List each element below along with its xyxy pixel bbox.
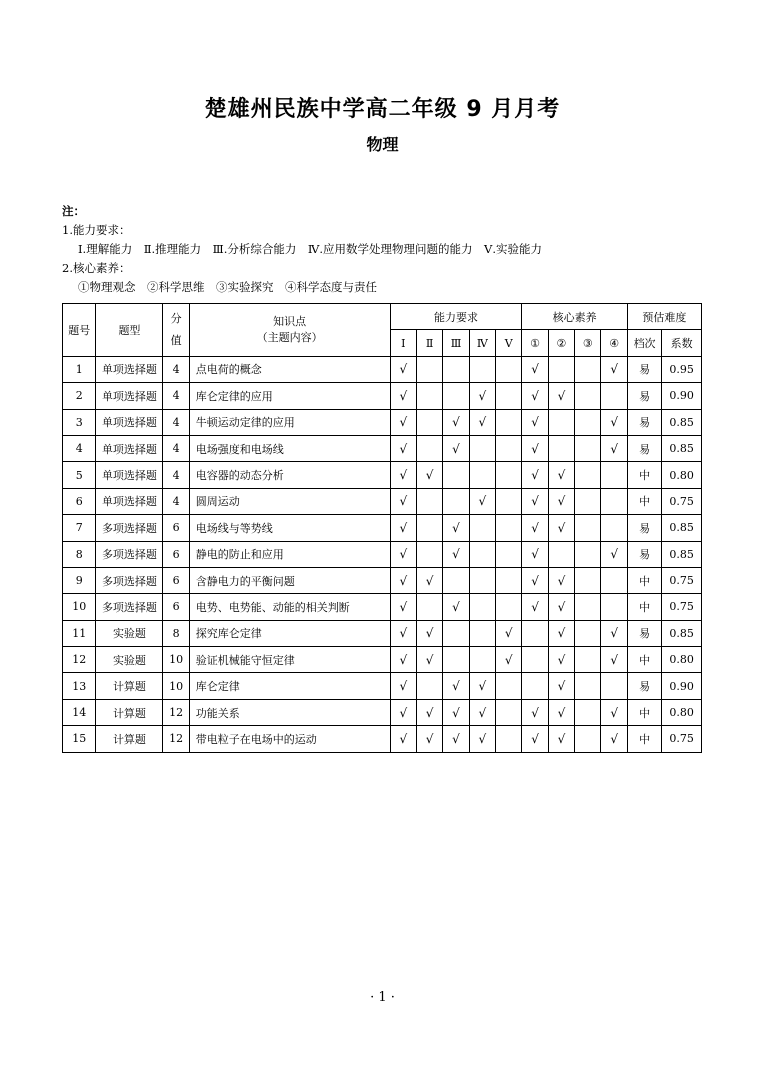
- cell-literacy-4: [601, 488, 627, 514]
- cell-topic: 电场强度和电场线: [189, 435, 390, 461]
- cell-ability-1: √: [390, 726, 416, 752]
- cell-literacy-1: √: [522, 515, 548, 541]
- table-body: [63, 356, 702, 752]
- table-row: [63, 488, 702, 514]
- cell-ability-5: √: [496, 647, 522, 673]
- cell-level: 易: [627, 435, 661, 461]
- header-knowledge: [189, 304, 390, 357]
- header-literacy-1: ①: [522, 330, 548, 356]
- header-type: 题型: [96, 304, 163, 357]
- cell-literacy-1: [522, 620, 548, 646]
- header-ability-5: Ⅴ: [496, 330, 522, 356]
- cell-literacy-2: [548, 435, 574, 461]
- cell-literacy-1: √: [522, 699, 548, 725]
- cell-level: 中: [627, 594, 661, 620]
- cell-type: 多项选择题: [96, 567, 163, 593]
- cell-ability-1: √: [390, 462, 416, 488]
- cell-topic: 探究库仑定律: [189, 620, 390, 646]
- cell-ability-3: √: [443, 673, 469, 699]
- cell-coef: 0.85: [662, 435, 702, 461]
- cell-type: 多项选择题: [96, 515, 163, 541]
- cell-ability-1: √: [390, 594, 416, 620]
- cell-literacy-1: √: [522, 594, 548, 620]
- cell-score: 10: [163, 673, 189, 699]
- cell-number: 7: [63, 515, 96, 541]
- cell-type: 实验题: [96, 620, 163, 646]
- header-literacy-2: ②: [548, 330, 574, 356]
- cell-ability-1: √: [390, 488, 416, 514]
- cell-ability-2: √: [416, 567, 442, 593]
- cell-ability-5: [496, 726, 522, 752]
- cell-coef: 0.75: [662, 594, 702, 620]
- cell-score: 6: [163, 594, 189, 620]
- cell-ability-1: √: [390, 567, 416, 593]
- cell-ability-2: √: [416, 620, 442, 646]
- cell-literacy-2: √: [548, 515, 574, 541]
- cell-ability-5: [496, 541, 522, 567]
- header-difficulty: 预估难度: [627, 304, 701, 330]
- cell-ability-2: [416, 673, 442, 699]
- cell-score: 12: [163, 726, 189, 752]
- cell-ability-4: [469, 620, 495, 646]
- cell-type: 计算题: [96, 699, 163, 725]
- header-number: 题号: [63, 304, 96, 357]
- cell-literacy-4: [601, 673, 627, 699]
- cell-literacy-1: [522, 647, 548, 673]
- notes-section: [62, 202, 542, 297]
- cell-level: 易: [627, 620, 661, 646]
- cell-topic: 电容器的动态分析: [189, 462, 390, 488]
- cell-ability-4: √: [469, 488, 495, 514]
- cell-score: 6: [163, 567, 189, 593]
- table-row: [63, 462, 702, 488]
- header-ability-1: Ⅰ: [390, 330, 416, 356]
- cell-literacy-3: [575, 647, 601, 673]
- cell-literacy-1: √: [522, 567, 548, 593]
- cell-ability-3: √: [443, 594, 469, 620]
- cell-literacy-2: [548, 541, 574, 567]
- cell-type: 多项选择题: [96, 541, 163, 567]
- cell-literacy-4: √: [601, 726, 627, 752]
- header-ability: 能力要求: [390, 304, 522, 330]
- cell-level: 中: [627, 488, 661, 514]
- cell-topic: 含静电力的平衡问题: [189, 567, 390, 593]
- cell-literacy-2: √: [548, 620, 574, 646]
- cell-level: 易: [627, 541, 661, 567]
- cell-ability-3: [443, 647, 469, 673]
- cell-topic: 电场线与等势线: [189, 515, 390, 541]
- cell-literacy-2: √: [548, 726, 574, 752]
- cell-coef: 0.75: [662, 726, 702, 752]
- cell-coef: 0.85: [662, 409, 702, 435]
- table-row: [63, 515, 702, 541]
- cell-number: 5: [63, 462, 96, 488]
- cell-ability-2: [416, 594, 442, 620]
- cell-coef: 0.80: [662, 699, 702, 725]
- cell-ability-5: [496, 409, 522, 435]
- header-literacy-4: ④: [601, 330, 627, 356]
- cell-literacy-3: [575, 541, 601, 567]
- header-ability-4: Ⅳ: [469, 330, 495, 356]
- literacy-heading: 2.核心素养：: [62, 261, 131, 275]
- cell-level: 易: [627, 673, 661, 699]
- cell-ability-2: [416, 383, 442, 409]
- cell-ability-2: √: [416, 726, 442, 752]
- cell-ability-1: √: [390, 435, 416, 461]
- cell-level: 中: [627, 699, 661, 725]
- cell-literacy-2: [548, 356, 574, 382]
- cell-ability-1: √: [390, 409, 416, 435]
- cell-literacy-2: √: [548, 699, 574, 725]
- cell-number: 15: [63, 726, 96, 752]
- table-row: [63, 594, 702, 620]
- cell-ability-3: [443, 488, 469, 514]
- cell-coef: 0.90: [662, 383, 702, 409]
- cell-ability-5: [496, 594, 522, 620]
- table-row: [63, 541, 702, 567]
- cell-ability-5: [496, 699, 522, 725]
- cell-literacy-1: √: [522, 383, 548, 409]
- cell-literacy-3: [575, 620, 601, 646]
- cell-ability-5: [496, 673, 522, 699]
- cell-ability-2: [416, 356, 442, 382]
- cell-literacy-1: √: [522, 488, 548, 514]
- cell-ability-4: [469, 647, 495, 673]
- cell-literacy-3: [575, 726, 601, 752]
- cell-score: 4: [163, 462, 189, 488]
- cell-literacy-3: [575, 673, 601, 699]
- page-title: 楚雄州民族中学高二年级 9 月月考: [204, 97, 561, 122]
- cell-ability-3: [443, 567, 469, 593]
- cell-literacy-4: √: [601, 699, 627, 725]
- table-row: [63, 673, 702, 699]
- cell-literacy-3: [575, 409, 601, 435]
- cell-level: 易: [627, 356, 661, 382]
- cell-ability-2: √: [416, 647, 442, 673]
- cell-topic: 牛顿运动定律的应用: [189, 409, 390, 435]
- cell-number: 1: [63, 356, 96, 382]
- cell-topic: 点电荷的概念: [189, 356, 390, 382]
- cell-type: 单项选择题: [96, 409, 163, 435]
- cell-topic: 验证机械能守恒定律: [189, 647, 390, 673]
- cell-coef: 0.85: [662, 620, 702, 646]
- cell-ability-5: [496, 435, 522, 461]
- cell-number: 4: [63, 435, 96, 461]
- cell-number: 6: [63, 488, 96, 514]
- cell-ability-1: √: [390, 356, 416, 382]
- cell-literacy-3: [575, 594, 601, 620]
- cell-ability-2: [416, 488, 442, 514]
- cell-topic: 圆周运动: [189, 488, 390, 514]
- cell-ability-3: √: [443, 541, 469, 567]
- cell-literacy-2: √: [548, 673, 574, 699]
- cell-literacy-4: √: [601, 620, 627, 646]
- cell-ability-2: [416, 409, 442, 435]
- cell-type: 单项选择题: [96, 462, 163, 488]
- cell-ability-3: √: [443, 409, 469, 435]
- cell-type: 多项选择题: [96, 594, 163, 620]
- table-row: [63, 435, 702, 461]
- cell-ability-5: √: [496, 620, 522, 646]
- cell-ability-4: √: [469, 383, 495, 409]
- cell-ability-4: [469, 462, 495, 488]
- cell-literacy-2: √: [548, 383, 574, 409]
- cell-literacy-1: [522, 673, 548, 699]
- cell-score: 4: [163, 383, 189, 409]
- cell-ability-3: √: [443, 726, 469, 752]
- cell-ability-3: [443, 462, 469, 488]
- table-row: [63, 356, 702, 382]
- cell-literacy-2: √: [548, 567, 574, 593]
- cell-ability-4: [469, 356, 495, 382]
- cell-number: 12: [63, 647, 96, 673]
- cell-literacy-4: √: [601, 356, 627, 382]
- cell-ability-1: √: [390, 620, 416, 646]
- cell-ability-5: [496, 356, 522, 382]
- cell-score: 6: [163, 541, 189, 567]
- cell-ability-3: [443, 356, 469, 382]
- cell-score: 12: [163, 699, 189, 725]
- cell-type: 单项选择题: [96, 383, 163, 409]
- cell-number: 11: [63, 620, 96, 646]
- cell-number: 2: [63, 383, 96, 409]
- cell-coef: 0.75: [662, 567, 702, 593]
- header-coef: 系数: [662, 330, 702, 356]
- cell-type: 单项选择题: [96, 488, 163, 514]
- cell-score: 4: [163, 356, 189, 382]
- cell-literacy-4: √: [601, 541, 627, 567]
- cell-literacy-1: √: [522, 435, 548, 461]
- cell-number: 3: [63, 409, 96, 435]
- cell-number: 10: [63, 594, 96, 620]
- cell-literacy-3: [575, 488, 601, 514]
- cell-level: 中: [627, 726, 661, 752]
- cell-score: 10: [163, 647, 189, 673]
- table-row: [63, 383, 702, 409]
- cell-literacy-3: [575, 383, 601, 409]
- literacy-items: ①物理观念 ②科学思维 ③实验探究 ④科学态度与责任: [78, 280, 377, 294]
- table-row: [63, 647, 702, 673]
- cell-literacy-3: [575, 356, 601, 382]
- cell-ability-2: [416, 515, 442, 541]
- cell-level: 中: [627, 647, 661, 673]
- table-row: [63, 699, 702, 725]
- header-ability-2: Ⅱ: [416, 330, 442, 356]
- cell-type: 实验题: [96, 647, 163, 673]
- cell-level: 易: [627, 409, 661, 435]
- cell-literacy-2: √: [548, 647, 574, 673]
- cell-ability-4: [469, 567, 495, 593]
- cell-coef: 0.75: [662, 488, 702, 514]
- cell-literacy-2: √: [548, 488, 574, 514]
- header-literacy-3: ③: [575, 330, 601, 356]
- cell-literacy-4: √: [601, 435, 627, 461]
- cell-ability-1: √: [390, 383, 416, 409]
- cell-literacy-3: [575, 435, 601, 461]
- cell-ability-1: √: [390, 647, 416, 673]
- cell-ability-1: √: [390, 699, 416, 725]
- cell-type: 单项选择题: [96, 435, 163, 461]
- header-knowledge-main: 知识点: [273, 314, 307, 328]
- table-row: [63, 726, 702, 752]
- cell-number: 9: [63, 567, 96, 593]
- cell-ability-3: √: [443, 515, 469, 541]
- cell-score: 4: [163, 488, 189, 514]
- cell-score: 4: [163, 435, 189, 461]
- cell-ability-3: [443, 383, 469, 409]
- cell-ability-5: [496, 383, 522, 409]
- header-level: 档次: [627, 330, 661, 356]
- cell-ability-2: √: [416, 699, 442, 725]
- header-literacy: 核心素养: [522, 304, 627, 330]
- exam-spec-table: [62, 303, 702, 753]
- header-score-text: 分 值: [170, 311, 182, 347]
- cell-number: 14: [63, 699, 96, 725]
- cell-ability-3: √: [443, 435, 469, 461]
- cell-literacy-1: √: [522, 409, 548, 435]
- cell-ability-1: √: [390, 541, 416, 567]
- cell-literacy-2: √: [548, 462, 574, 488]
- cell-ability-4: √: [469, 409, 495, 435]
- cell-ability-4: [469, 541, 495, 567]
- cell-literacy-3: [575, 699, 601, 725]
- cell-literacy-3: [575, 567, 601, 593]
- cell-ability-5: [496, 488, 522, 514]
- header-score: [163, 304, 189, 357]
- cell-literacy-4: √: [601, 409, 627, 435]
- table-row: [63, 567, 702, 593]
- cell-ability-3: [443, 620, 469, 646]
- cell-coef: 0.85: [662, 541, 702, 567]
- ability-heading: 1.能力要求：: [62, 223, 131, 237]
- cell-ability-5: [496, 462, 522, 488]
- cell-ability-4: [469, 515, 495, 541]
- cell-ability-3: √: [443, 699, 469, 725]
- cell-score: 4: [163, 409, 189, 435]
- cell-ability-1: √: [390, 515, 416, 541]
- cell-ability-2: √: [416, 462, 442, 488]
- page-number: · 1 ·: [370, 990, 395, 1005]
- cell-ability-2: [416, 435, 442, 461]
- cell-type: 单项选择题: [96, 356, 163, 382]
- table-row: [63, 620, 702, 646]
- cell-coef: 0.80: [662, 462, 702, 488]
- cell-literacy-3: [575, 515, 601, 541]
- notes-label: 注：: [62, 204, 85, 218]
- cell-literacy-4: [601, 594, 627, 620]
- cell-level: 易: [627, 383, 661, 409]
- cell-topic: 静电的防止和应用: [189, 541, 390, 567]
- cell-coef: 0.80: [662, 647, 702, 673]
- cell-literacy-1: √: [522, 356, 548, 382]
- cell-coef: 0.90: [662, 673, 702, 699]
- cell-ability-4: [469, 594, 495, 620]
- cell-literacy-1: √: [522, 541, 548, 567]
- cell-ability-4: √: [469, 673, 495, 699]
- cell-literacy-4: √: [601, 647, 627, 673]
- cell-literacy-4: [601, 567, 627, 593]
- cell-type: 计算题: [96, 673, 163, 699]
- cell-literacy-2: [548, 409, 574, 435]
- cell-literacy-4: [601, 515, 627, 541]
- cell-ability-4: [469, 435, 495, 461]
- cell-ability-4: √: [469, 699, 495, 725]
- ability-items: Ⅰ.理解能力 Ⅱ.推理能力 Ⅲ.分析综合能力 Ⅳ.应用数学处理物理问题的能力 Ⅴ.实验能力: [78, 242, 543, 256]
- cell-level: 中: [627, 462, 661, 488]
- cell-literacy-1: √: [522, 726, 548, 752]
- cell-literacy-4: [601, 383, 627, 409]
- cell-topic: 库仑定律的应用: [189, 383, 390, 409]
- cell-literacy-1: √: [522, 462, 548, 488]
- cell-level: 中: [627, 567, 661, 593]
- cell-literacy-3: [575, 462, 601, 488]
- cell-score: 8: [163, 620, 189, 646]
- cell-number: 8: [63, 541, 96, 567]
- cell-topic: 库仑定律: [189, 673, 390, 699]
- table-row: [63, 409, 702, 435]
- cell-ability-1: √: [390, 673, 416, 699]
- cell-number: 13: [63, 673, 96, 699]
- cell-level: 易: [627, 515, 661, 541]
- subject-title: 物理: [366, 135, 399, 154]
- cell-topic: 带电粒子在电场中的运动: [189, 726, 390, 752]
- cell-ability-5: [496, 515, 522, 541]
- cell-type: 计算题: [96, 726, 163, 752]
- cell-topic: 电势、电势能、动能的相关判断: [189, 594, 390, 620]
- cell-ability-5: [496, 567, 522, 593]
- header-knowledge-sub: （主题内容）: [256, 330, 323, 344]
- header-ability-3: Ⅲ: [443, 330, 469, 356]
- cell-ability-4: √: [469, 726, 495, 752]
- cell-ability-2: [416, 541, 442, 567]
- cell-topic: 功能关系: [189, 699, 390, 725]
- cell-coef: 0.85: [662, 515, 702, 541]
- cell-coef: 0.95: [662, 356, 702, 382]
- cell-literacy-4: [601, 462, 627, 488]
- cell-score: 6: [163, 515, 189, 541]
- cell-literacy-2: √: [548, 594, 574, 620]
